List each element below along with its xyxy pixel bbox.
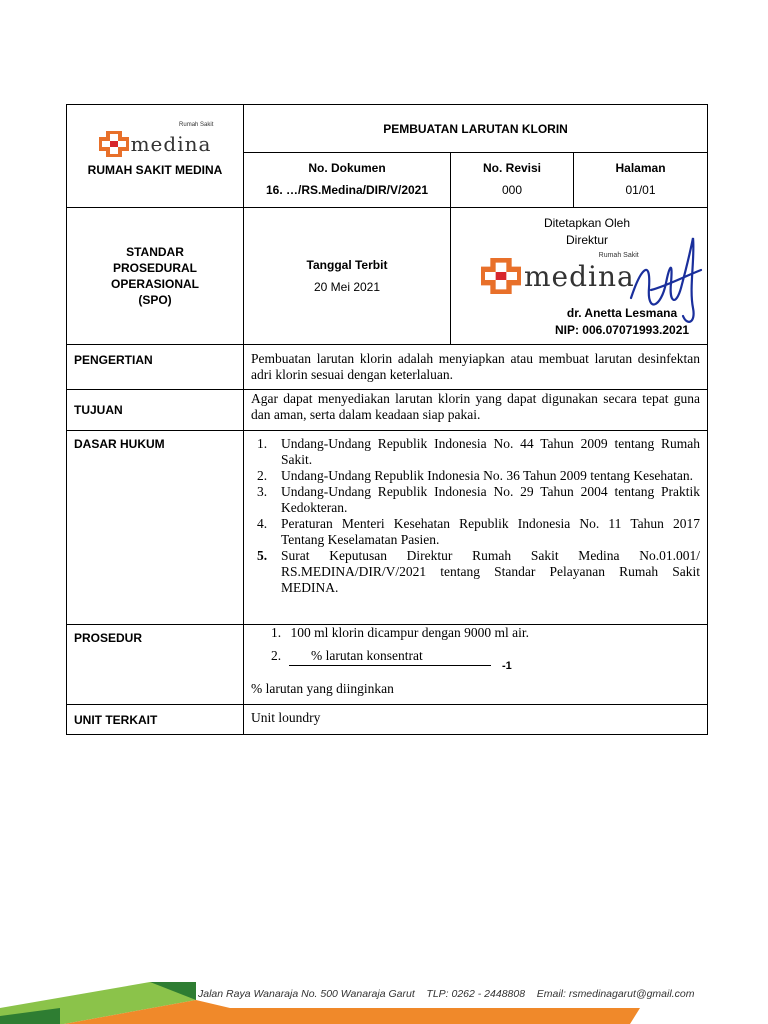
spo-line-3: OPERASIONAL bbox=[110, 277, 199, 291]
cross-icon bbox=[481, 258, 521, 294]
dasar-hukum-cell bbox=[244, 431, 708, 625]
list-item-number: 2. bbox=[257, 468, 268, 483]
spo-line-2: PROSEDURAL bbox=[112, 261, 197, 275]
dasar-hukum-label: DASAR HUKUM bbox=[67, 431, 244, 625]
unit-terkait-text: Unit loundry bbox=[244, 705, 708, 735]
halaman-label: Halaman bbox=[615, 161, 666, 175]
ditetapkan-cell bbox=[451, 208, 708, 345]
no-revisi-label: No. Revisi bbox=[482, 161, 542, 175]
footer-decoration bbox=[0, 980, 768, 1024]
no-dokumen-value: 16. …/RS.Medina/DIR/V/2021 bbox=[265, 183, 429, 197]
terbit-cell bbox=[244, 208, 451, 345]
logo-brand: medina bbox=[130, 132, 212, 156]
spo-table bbox=[66, 104, 708, 735]
list-item bbox=[251, 516, 700, 548]
prosedur-item-1-text: 100 ml klorin dicampur dengan 9000 ml air. bbox=[290, 625, 529, 640]
no-revisi-value: 000 bbox=[501, 183, 523, 197]
prosedur-label: PROSEDUR bbox=[67, 625, 244, 705]
no-revisi-cell bbox=[451, 153, 574, 208]
logo-small-text: Rumah Sakit bbox=[179, 122, 214, 128]
prosedur-cell bbox=[244, 625, 708, 705]
prosedur-item-2-number: 2. bbox=[271, 648, 282, 663]
list-item-text: Undang-Undang Republik Indonesia No. 29 Tahun 2004 tentang Praktik Kedokteran. bbox=[281, 484, 701, 515]
list-item bbox=[251, 484, 700, 516]
list-item bbox=[251, 468, 700, 484]
pengertian-text: Pembuatan larutan klorin adalah menyiapkan atau membuat larutan desinfektan adri klorin sesuai dengan keterlaluan. bbox=[244, 345, 708, 390]
tujuan-text: Agar dapat menyediakan larutan klorin yang dapat digunakan secara tepat guna dan aman, serta dalam keadaan siap pakai. bbox=[244, 390, 708, 431]
director-name: dr. Anetta Lesmana bbox=[566, 306, 678, 320]
no-dokumen-cell bbox=[244, 153, 451, 208]
list-item-number: 4. bbox=[257, 516, 268, 531]
hospital-cell bbox=[67, 105, 244, 208]
document-title: PEMBUATAN LARUTAN KLORIN bbox=[244, 105, 708, 153]
unit-terkait-label: UNIT TERKAIT bbox=[67, 705, 244, 735]
formula-minus-one: -1 bbox=[502, 660, 512, 672]
no-dokumen-label: No. Dokumen bbox=[308, 161, 386, 175]
logo-small-text: Rumah Sakit bbox=[598, 251, 639, 259]
hospital-logo bbox=[67, 122, 243, 157]
list-item-number: 3. bbox=[257, 484, 268, 499]
tujuan-label: TUJUAN bbox=[67, 390, 244, 431]
halaman-cell bbox=[574, 153, 708, 208]
spo-cell bbox=[67, 208, 244, 345]
list-item-text: Peraturan Menteri Kesehatan Republik Indonesia No. 11 Tahun 2017 Tentang Keselamatan Pasien. bbox=[281, 516, 701, 547]
terbit-label: Tanggal Terbit bbox=[306, 258, 388, 272]
halaman-value: 01/01 bbox=[625, 183, 656, 197]
hospital-name: RUMAH SAKIT MEDINA bbox=[87, 163, 223, 177]
prosedur-item-1-number: 1. bbox=[271, 625, 282, 640]
list-item-text: Undang-Undang Republik Indonesia No. 36 Tahun 2009 tentang Kesehatan. bbox=[281, 468, 693, 483]
footer bbox=[0, 980, 768, 1024]
formula-denominator: % larutan yang diinginkan bbox=[251, 681, 394, 696]
director-logo bbox=[481, 251, 639, 294]
list-item bbox=[251, 436, 700, 468]
director-nip: NIP: 006.07071993.2021 bbox=[554, 323, 690, 337]
spo-line-4: (SPO) bbox=[138, 293, 172, 307]
cross-icon bbox=[99, 131, 129, 157]
list-item bbox=[251, 548, 700, 596]
terbit-date: 20 Mei 2021 bbox=[313, 280, 381, 294]
pengertian-label: PENGERTIAN bbox=[67, 345, 244, 390]
footer-address: Jalan Raya Wanaraja No. 500 Wanaraja Garut TLP: 0262 - 2448808 Email: rsmedinagarut@gmail.com bbox=[198, 988, 695, 1000]
list-item-text: Surat Keputusan Direktur Rumah Sakit Medina No.01.001/ RS.MEDINA/DIR/V/2021 tentang Standar Pelayanan Rumah Sakit MEDINA. bbox=[281, 548, 701, 595]
formula-numerator: % larutan konsentrat bbox=[289, 648, 491, 666]
spo-line-1: STANDAR bbox=[126, 245, 184, 259]
list-item-number: 1. bbox=[257, 436, 268, 451]
dasar-hukum-list bbox=[251, 436, 700, 596]
ditetapkan-line-1: Ditetapkan Oleh bbox=[543, 216, 631, 230]
list-item-number: 5. bbox=[257, 548, 268, 563]
list-item-text: Undang-Undang Republik Indonesia No. 44 Tahun 2009 tentang Rumah Sakit. bbox=[281, 436, 701, 467]
logo-brand: medina bbox=[524, 259, 635, 293]
ditetapkan-line-2: Direktur bbox=[565, 233, 608, 247]
